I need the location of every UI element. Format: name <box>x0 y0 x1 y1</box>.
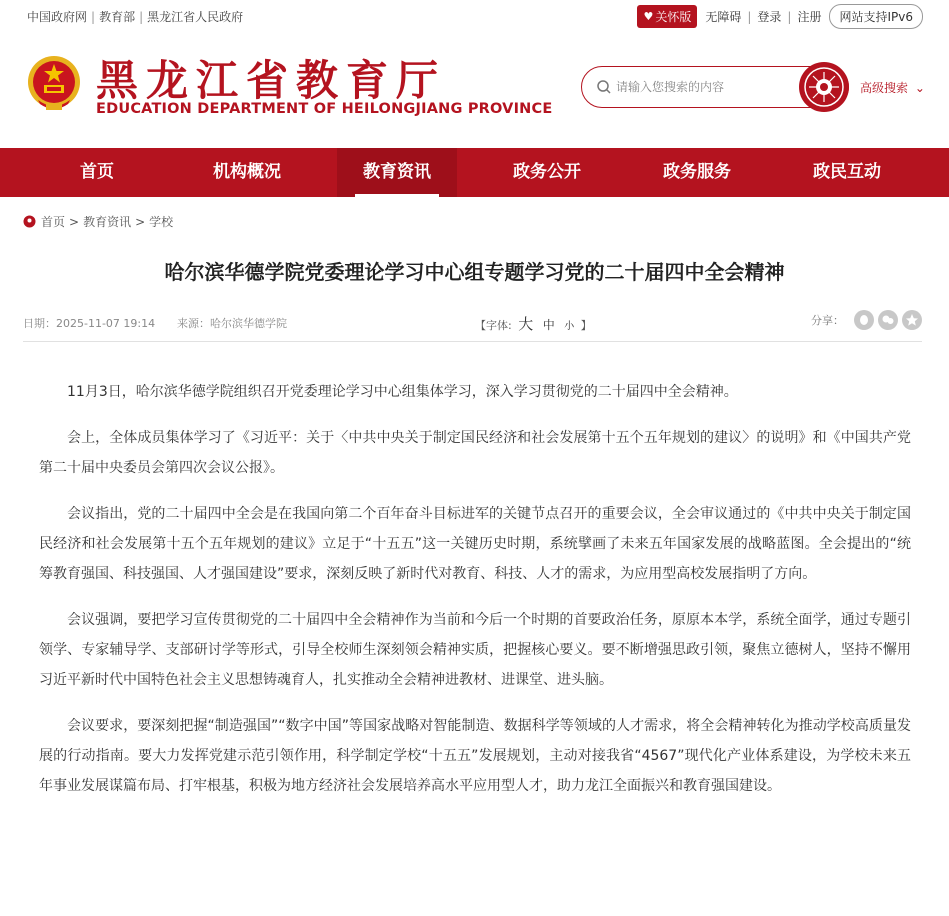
font-size-label: 【字体: <box>475 319 512 332</box>
divider: | <box>91 10 96 24</box>
breadcrumb <box>23 213 173 230</box>
share-qq-icon[interactable] <box>854 310 874 330</box>
search-icon <box>596 79 612 95</box>
article-source: 来源：哈尔滨华德学院 <box>177 317 287 330</box>
font-size-controls <box>475 313 592 334</box>
advanced-search-link[interactable] <box>860 79 925 96</box>
article-paragraph: 会议要求，要深刻把握“制造强国”“数字中国”等国家战略对智能制造、数据科学等领域的人才需求，将全会精神转化为推动学校高质量发展的行动指南。要大力发挥党建示范引领作用，科学制定学校“十五五”发展规划，主动对接我省“4567”现代化产业体系建设，为学校未来五年事业发展谋篇布局、打牢根基，积极为地方经济社会发展培养高水平应用型人才，助力龙江全面振兴和教育强国建设。 <box>39 718 911 794</box>
share-wechat-icon[interactable] <box>878 310 898 330</box>
login-link[interactable]: 登录 <box>757 10 782 24</box>
nav-item-about[interactable]: 机构概况 <box>213 162 281 182</box>
top-bar <box>0 0 949 32</box>
nav-item-news[interactable]: 教育资讯 <box>337 148 457 197</box>
divider: | <box>139 10 144 24</box>
nav-item-gov-service[interactable]: 政务服务 <box>663 162 731 182</box>
site-title[interactable]: 黑龙江省教育厅 <box>96 56 447 105</box>
article-paragraph: 会上，全体成员集体学习了《习近平：关于〈中共中央关于制定国民经济和社会发展第十五个五年规划的建议〉的说明》和《中国共产党第二十届中央委员会第四次会议公报》。 <box>39 430 911 476</box>
article-meta <box>23 312 922 336</box>
link-hlj-gov[interactable]: 黑龙江省人民政府 <box>147 10 244 24</box>
divider: | <box>787 9 792 24</box>
accessibility-link[interactable]: 无障碍 <box>705 10 742 24</box>
nav-item-interaction[interactable]: 政民互动 <box>813 162 881 182</box>
chevron-down-icon: ⌄ <box>914 81 925 95</box>
heart-hand-icon: ♥ <box>643 10 654 23</box>
share-label: 分享： <box>811 314 844 327</box>
breadcrumb-home[interactable]: 首页 <box>41 215 66 229</box>
advanced-search-label: 高级搜索 <box>860 81 909 95</box>
article-body <box>39 377 911 817</box>
search-button[interactable] <box>799 62 849 112</box>
share-bar <box>811 310 922 330</box>
nav-item-home[interactable]: 首页 <box>80 162 114 182</box>
article-date: 日期：2025-11-07 19:14 <box>23 317 156 330</box>
national-emblem-icon <box>24 54 84 114</box>
site-subtitle: EDUCATION DEPARTMENT OF HEILONGJIANG PROVINCE <box>96 101 553 117</box>
top-links <box>27 8 243 25</box>
nav-item-gov-open[interactable]: 政务公开 <box>513 162 581 182</box>
share-weibo-icon[interactable] <box>902 310 922 330</box>
care-mode-button[interactable] <box>637 5 697 28</box>
font-medium-button[interactable]: 中 <box>542 318 555 332</box>
main-nav <box>0 148 949 197</box>
font-size-label-close: 】 <box>580 319 592 332</box>
link-moe[interactable]: 教育部 <box>99 10 136 24</box>
font-small-button[interactable]: 小 <box>564 321 575 332</box>
ipv6-badge: 网站支持IPv6 <box>829 4 923 29</box>
link-gov-cn[interactable]: 中国政府网 <box>27 10 88 24</box>
divider <box>23 341 922 342</box>
divider: | <box>747 9 752 24</box>
breadcrumb-separator: > <box>69 214 80 229</box>
article-paragraph: 会议强调，要把学习宣传贯彻党的二十届四中全会精神作为当前和今后一个时期的首要政治任务，原原本本学，系统全面学，通过专题引领学、专家辅导学、支部研讨学等形式，引导全校师生深刻领会精神实质，把握核心要义。要不断增强思政引领，聚焦立德树人，坚持不懈用习近平新时代中国特色社会主义思想铸魂育人，扎实推动全会精神进教材、进课堂、进头脑。 <box>39 612 911 688</box>
article-title: 哈尔滨华德学院党委理论学习中心组专题学习党的二十届四中全会精神 <box>164 260 785 284</box>
location-pin-icon <box>23 215 36 228</box>
article-paragraph: 11月3日，哈尔滨华德学院组织召开党委理论学习中心组集体学习，深入学习贯彻党的二十届四中全会精神。 <box>67 384 738 400</box>
breadcrumb-school[interactable]: 学校 <box>149 215 174 229</box>
breadcrumb-news[interactable]: 教育资讯 <box>83 215 132 229</box>
article-paragraph: 会议指出，党的二十届四中全会是在我国向第二个百年奋斗目标进军的关键节点召开的重要会议，全会审议通过的《中共中央关于制定国民经济和社会发展第十五个五年规划的建议》立足于“十五五”这一关键历史时期，系统擘画了未来五年国家发展的战略蓝图。全会提出的“统筹教育强国、科技强国、人才强国建设”要求，深刻反映了新时代对教育、科技、人才的需求，为应用型高校发展指明了方向。 <box>39 506 911 582</box>
care-mode-label: 关怀版 <box>655 10 692 24</box>
top-right-tools <box>637 4 923 29</box>
font-large-button[interactable]: 大 <box>518 315 534 333</box>
register-link[interactable]: 注册 <box>797 10 822 24</box>
search-input[interactable] <box>616 77 796 97</box>
breadcrumb-separator: > <box>135 214 146 229</box>
